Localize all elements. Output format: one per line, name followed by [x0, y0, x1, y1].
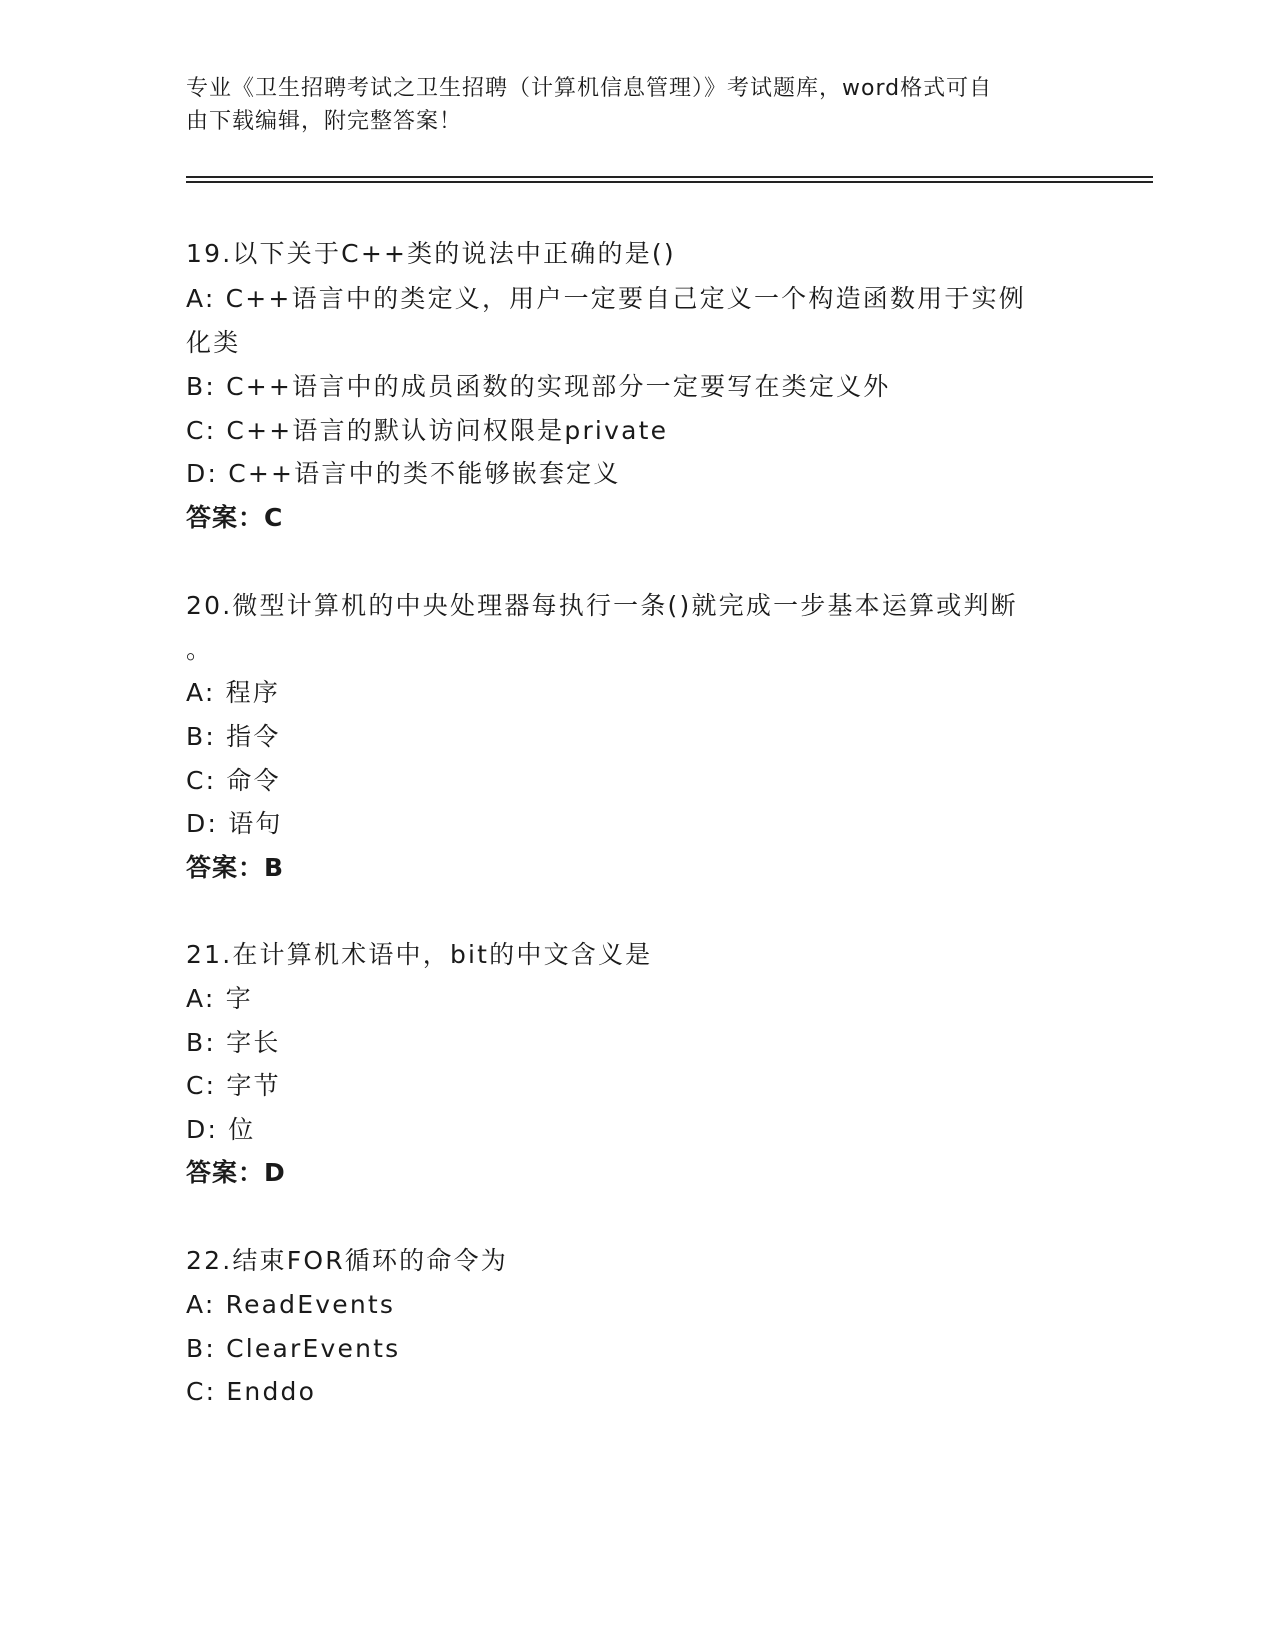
question-22-stem: 22.结束FOR循环的命令为: [186, 1246, 508, 1275]
question-22-option-b: B: ClearEvents: [186, 1334, 401, 1363]
question-20-option-b: B: 指令: [186, 722, 281, 751]
question-19-option-a: A: C++语言中的类定义，用户一定要自己定义一个构造函数用于实例: [186, 284, 1026, 313]
header-line-1: 专业《卫生招聘考试之卫生招聘（计算机信息管理）》考试题库，word格式可自: [186, 76, 993, 101]
document-header: [186, 72, 1066, 138]
header-line-2: 由下载编辑，附完整答案！: [186, 109, 463, 134]
question-19-option-d: D: C++语言中的类不能够嵌套定义: [186, 459, 621, 488]
question-21-option-b: B: 字长: [186, 1028, 281, 1057]
question-20-stem: 20.微型计算机的中央处理器每执行一条()就完成一步基本运算或判断: [186, 591, 1018, 620]
question-20-answer: 答案：B: [186, 853, 285, 882]
question-20-option-a: A: 程序: [186, 678, 281, 707]
question-21-option-d: D: 位: [186, 1115, 256, 1144]
question-22-option-a: A: ReadEvents: [186, 1290, 396, 1319]
question-20-option-c: C: 命令: [186, 766, 281, 795]
header-divider-bottom: [186, 181, 1153, 183]
header-divider-top: [186, 176, 1153, 178]
question-19-option-c: C: C++语言的默认访问权限是private: [186, 416, 669, 445]
question-19-answer: 答案：C: [186, 503, 284, 532]
question-21-option-c: C: 字节: [186, 1071, 281, 1100]
question-21-stem: 21.在计算机术语中，bit的中文含义是: [186, 940, 653, 969]
question-19-stem: 19.以下关于C++类的说法中正确的是(): [186, 239, 676, 268]
question-20-stem-cont: 。: [186, 635, 214, 664]
question-21-answer: 答案：D: [186, 1158, 286, 1187]
question-21-option-a: A: 字: [186, 984, 253, 1013]
question-22-option-c: C: Enddo: [186, 1377, 317, 1406]
question-19-option-a-cont: 化类: [186, 328, 241, 357]
question-20-option-d: D: 语句: [186, 809, 283, 838]
question-19-option-b: B: C++语言中的成员函数的实现部分一定要写在类定义外: [186, 372, 891, 401]
